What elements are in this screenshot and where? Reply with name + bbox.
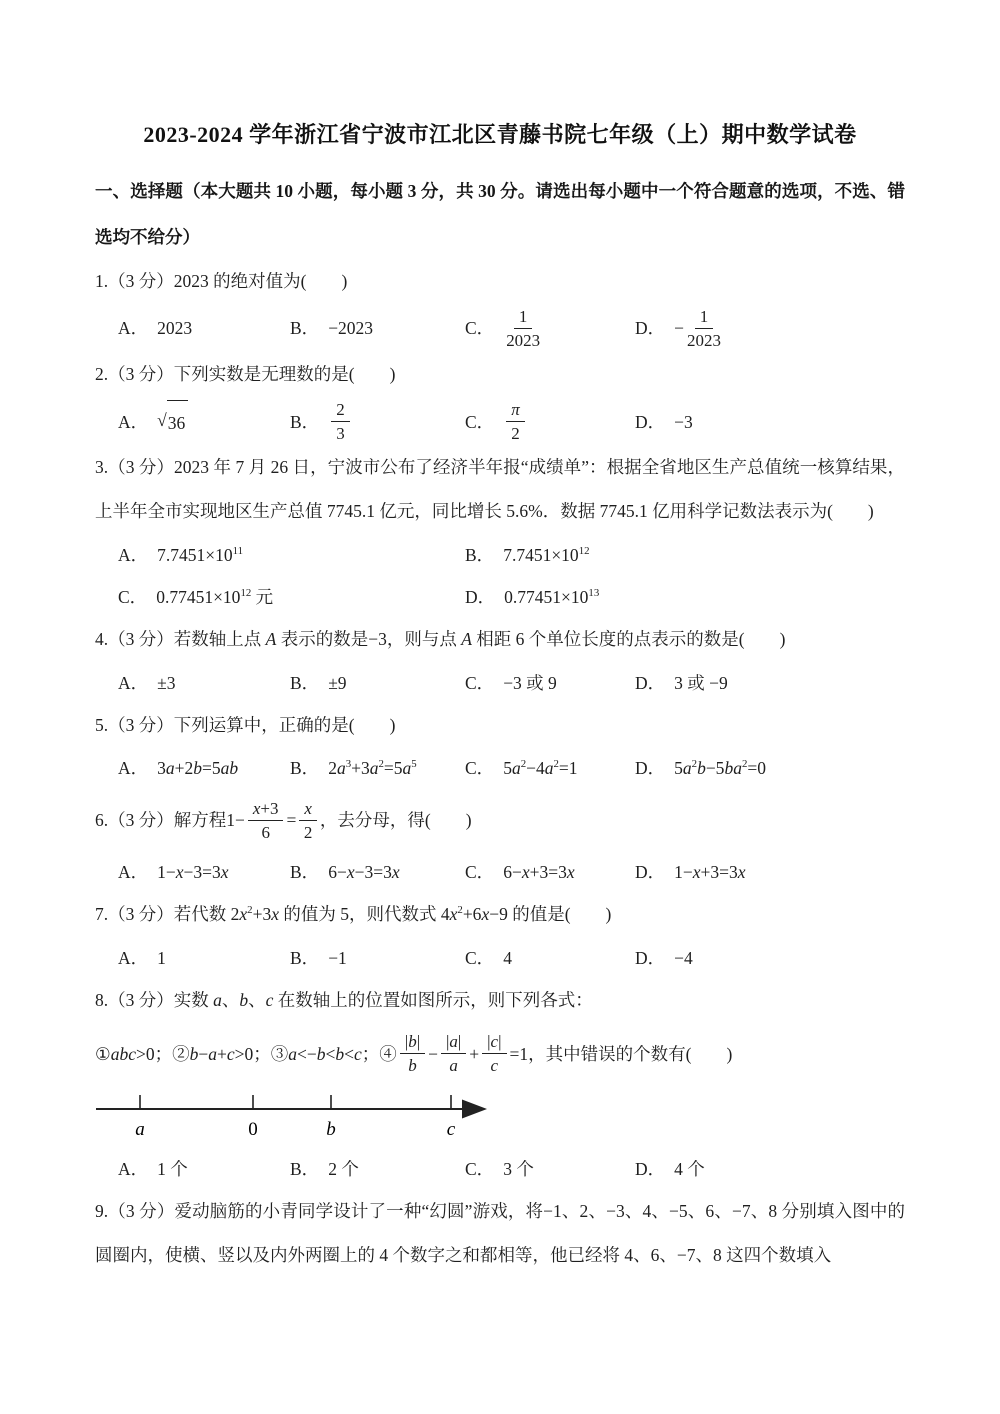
- expression-text: ①abc>0；②b−a+c>0；③a<−b<b<c；④: [95, 1043, 397, 1064]
- question-4-stem: 4.（3 分）若数轴上点 A 表示的数是−3，则与点 A 相距 6 个单位长度的点表示的数是( ): [95, 628, 786, 649]
- option-value: 2 个: [328, 1158, 359, 1179]
- option-label: B．: [290, 758, 320, 779]
- question-7-stem: 7.（3 分）若代数 $2x^2+3x$ 的值为 5，则代数式 $4x^2+6x-9$ 的值是( ): [95, 904, 612, 925]
- option-label: D．: [635, 672, 666, 693]
- plus-sign: +: [469, 1043, 480, 1064]
- exam-title: 2023-2024 学年浙江省宁波市江北区青藤书院七年级（上）期中数学试卷: [143, 122, 857, 147]
- minus-sign: −: [428, 1043, 438, 1064]
- fraction-denominator: b: [408, 1056, 417, 1076]
- option-label: B．: [290, 1158, 320, 1179]
- question-1-options: [118, 304, 905, 353]
- option-label: C．: [465, 1158, 495, 1179]
- option-label: C．: [465, 411, 495, 432]
- fraction: [482, 1031, 506, 1076]
- option-label: D．: [635, 318, 666, 339]
- option-value: ±3: [157, 672, 176, 693]
- question-1-option-c: [465, 304, 635, 353]
- question-9: [95, 1190, 905, 1278]
- option-label: D．: [635, 862, 666, 883]
- option-value: $5a^2b-5ba^2=0$: [674, 758, 766, 779]
- question-8-option-b: [290, 1148, 465, 1190]
- question-3-options: [118, 534, 905, 618]
- question-7-option-d: [635, 937, 905, 979]
- fraction: [331, 399, 349, 444]
- question-7: [95, 893, 905, 979]
- question-5-options: [118, 747, 905, 789]
- question-2-option-c: [465, 397, 635, 446]
- option-label: C．: [465, 318, 495, 339]
- option-value: 1−x−3=3x: [157, 862, 229, 883]
- question-2: [95, 353, 905, 446]
- fraction-numerator: |b|: [400, 1031, 425, 1054]
- fraction: [248, 798, 284, 843]
- option-value: $0.77451\times 10^{13}$: [504, 586, 600, 607]
- question-3-option-d: [465, 576, 905, 618]
- option-label: C．: [465, 672, 495, 693]
- axis-label-a: a: [135, 1118, 145, 1140]
- fraction: [687, 306, 721, 351]
- question-4-option-a: [118, 662, 290, 704]
- option-value: ±9: [328, 672, 347, 693]
- question-4: [95, 618, 905, 704]
- fraction-numerator: |c|: [482, 1031, 506, 1054]
- question-8-options: [118, 1148, 905, 1190]
- sqrt-expression: [157, 400, 188, 444]
- fraction-numerator: |a|: [441, 1031, 466, 1054]
- question-7-option-c: [465, 937, 635, 979]
- option-label: A．: [118, 318, 149, 339]
- question-6-option-d: [635, 851, 905, 893]
- question-2-option-b: [290, 397, 465, 446]
- fraction-denominator: 3: [336, 424, 345, 444]
- question-2-option-d: [635, 401, 905, 443]
- fraction-denominator: 2: [303, 822, 313, 842]
- option-label: D．: [635, 1158, 666, 1179]
- fraction: [400, 1031, 425, 1076]
- question-1-stem: 1.（3 分）2023 的绝对值为( ): [95, 271, 348, 291]
- option-value: $5a^2-4a^2=1$: [503, 758, 578, 779]
- question-8-stem: 8.（3 分）实数 a、b、c 在数轴上的位置如图所示，则下列各式：: [95, 990, 593, 1011]
- fraction-denominator: 6: [261, 822, 270, 842]
- option-label: C．: [465, 758, 495, 779]
- fraction-denominator: 2023: [506, 330, 541, 350]
- fraction: [506, 399, 525, 444]
- fraction-numerator: 1: [514, 306, 532, 329]
- fraction-numerator: x+3: [248, 798, 284, 821]
- question-8: [95, 979, 905, 1190]
- question-5: [95, 704, 905, 790]
- question-7-options: [118, 937, 905, 979]
- question-3-option-b: [465, 534, 905, 576]
- option-value: −3 或 9: [503, 672, 557, 693]
- option-label: A．: [118, 1158, 149, 1179]
- fraction-numerator: 1: [695, 306, 713, 329]
- fraction: [441, 1031, 466, 1076]
- question-9-stem: 9.（3 分）爱动脑筋的小青同学设计了一种“幻圆”游戏，将−1、2、−3、4、−5、6、−7、8 分别填入图中的圆圈内，使横、竖以及内外两圈上的 4 个数字之和都相等，他已经将 4、6、−7、8 这四个数填入: [95, 1200, 905, 1265]
- option-value: $0.77451\times 10^{12}$ 元: [156, 586, 274, 607]
- number-line-svg: [95, 1089, 495, 1141]
- option-value: −2023: [328, 318, 374, 339]
- question-6-stem: [95, 789, 905, 851]
- question-5-stem: 5.（3 分）下列运算中，正确的是( ): [95, 714, 396, 735]
- option-value: −3: [674, 411, 693, 432]
- option-label: B．: [290, 672, 320, 693]
- option-label: C．: [465, 862, 495, 883]
- option-value: 2023: [157, 318, 193, 339]
- question-3: [95, 446, 905, 618]
- option-label: B．: [290, 862, 320, 883]
- fraction-denominator: 2023: [687, 330, 721, 350]
- question-3-stem: 3.（3 分）2023 年 7 月 26 日，宁波市公布了经济半年报“成绩单”：根据全省地区生产总值统一核算结果，上半年全市实现地区生产总值 7745.1 亿元，同比增长 5.6%．数据 7745.1 亿用科学记数法表示为( ): [95, 457, 905, 522]
- option-label: C．: [118, 586, 148, 607]
- radical-sign: √: [157, 409, 167, 430]
- equals-sign: =: [286, 810, 297, 831]
- fraction-denominator: c: [490, 1056, 499, 1076]
- question-1-option-d: [635, 304, 905, 353]
- option-value: 3 或 −9: [674, 672, 728, 693]
- axis-label-c: c: [446, 1118, 456, 1140]
- question-4-options: [118, 662, 905, 704]
- option-label: A．: [118, 411, 149, 432]
- axis-label-b: b: [326, 1118, 336, 1140]
- question-4-option-b: [290, 662, 465, 704]
- question-6-options: [118, 851, 905, 893]
- fraction-numerator: 2: [331, 399, 349, 422]
- option-label: D．: [635, 758, 666, 779]
- question-7-option-b: [290, 937, 465, 979]
- option-value: 4: [503, 948, 512, 969]
- arrow-right-icon: [462, 1099, 487, 1118]
- question-5-option-a: [118, 747, 290, 789]
- option-value: 4 个: [674, 1158, 705, 1179]
- section-heading: 一、选择题（本大题共 10 小题，每小题 3 分，共 30 分。请选出每小题中一个符合题意的选项，不选、错选均不给分）: [95, 181, 905, 247]
- option-value: 6−x−3=3x: [328, 862, 400, 883]
- option-value: $7.7451\times 10^{11}$: [157, 544, 244, 565]
- stem-text: 6.（3 分）解方程1−: [95, 810, 245, 831]
- option-label: D．: [635, 948, 666, 969]
- question-5-option-c: [465, 747, 635, 789]
- option-value: 6−x+3=3x: [503, 862, 575, 883]
- option-label: B．: [290, 411, 320, 432]
- option-label: A．: [118, 862, 149, 883]
- question-1: [95, 260, 905, 353]
- question-5-option-b: [290, 747, 465, 789]
- question-5-option-d: [635, 747, 905, 789]
- fraction-numerator: π: [506, 399, 525, 422]
- question-7-option-a: [118, 937, 290, 979]
- option-label: D．: [635, 411, 666, 432]
- question-8-option-c: [465, 1148, 635, 1190]
- option-value: 1 个: [157, 1158, 188, 1179]
- question-4-option-d: [635, 662, 905, 704]
- question-2-stem: 2.（3 分）下列实数是无理数的是( ): [95, 364, 396, 385]
- option-value: $2a^3+3a^2=5a^5$: [328, 758, 417, 779]
- number-line-figure: [95, 1089, 905, 1146]
- question-3-option-a: [118, 534, 465, 576]
- question-6-option-b: [290, 851, 465, 893]
- fraction-denominator: a: [449, 1056, 458, 1076]
- question-6-option-c: [465, 851, 635, 893]
- option-label: A．: [118, 758, 149, 779]
- option-label: C．: [465, 948, 495, 969]
- question-8-expressions: [95, 1023, 905, 1085]
- option-value: $7.7451\times 10^{12}$: [503, 544, 590, 565]
- fraction-numerator: x: [299, 798, 317, 821]
- fraction: [506, 306, 540, 351]
- minus-sign: −: [674, 318, 685, 339]
- option-label: B．: [465, 544, 495, 565]
- question-8-option-d: [635, 1148, 905, 1190]
- stem-text: ，去分母，得( ): [319, 810, 472, 831]
- option-value: −4: [674, 948, 693, 969]
- question-8-option-a: [118, 1148, 290, 1190]
- option-value: 3 个: [503, 1158, 534, 1179]
- option-label: A．: [118, 672, 149, 693]
- expression-text: =1，其中错误的个数有( ): [509, 1043, 733, 1064]
- question-4-option-c: [465, 662, 635, 704]
- fraction-denominator: 2: [511, 424, 520, 444]
- question-6: [95, 789, 905, 893]
- question-1-option-b: [290, 307, 465, 349]
- question-2-option-a: [118, 400, 290, 444]
- option-value: 1: [157, 948, 166, 969]
- radicand: 36: [167, 400, 189, 444]
- option-label: B．: [290, 948, 320, 969]
- option-value: 1−x+3=3x: [674, 862, 746, 883]
- axis-label-0: 0: [248, 1118, 258, 1140]
- question-6-option-a: [118, 851, 290, 893]
- option-value: 3a+2b=5ab: [157, 758, 239, 779]
- option-label: B．: [290, 318, 320, 339]
- option-label: D．: [465, 586, 496, 607]
- question-3-option-c: [118, 576, 465, 618]
- option-label: A．: [118, 544, 149, 565]
- question-1-option-a: [118, 307, 290, 349]
- option-label: A．: [118, 948, 149, 969]
- fraction: [299, 798, 317, 843]
- option-value: −1: [328, 948, 347, 969]
- question-2-options: [118, 397, 905, 446]
